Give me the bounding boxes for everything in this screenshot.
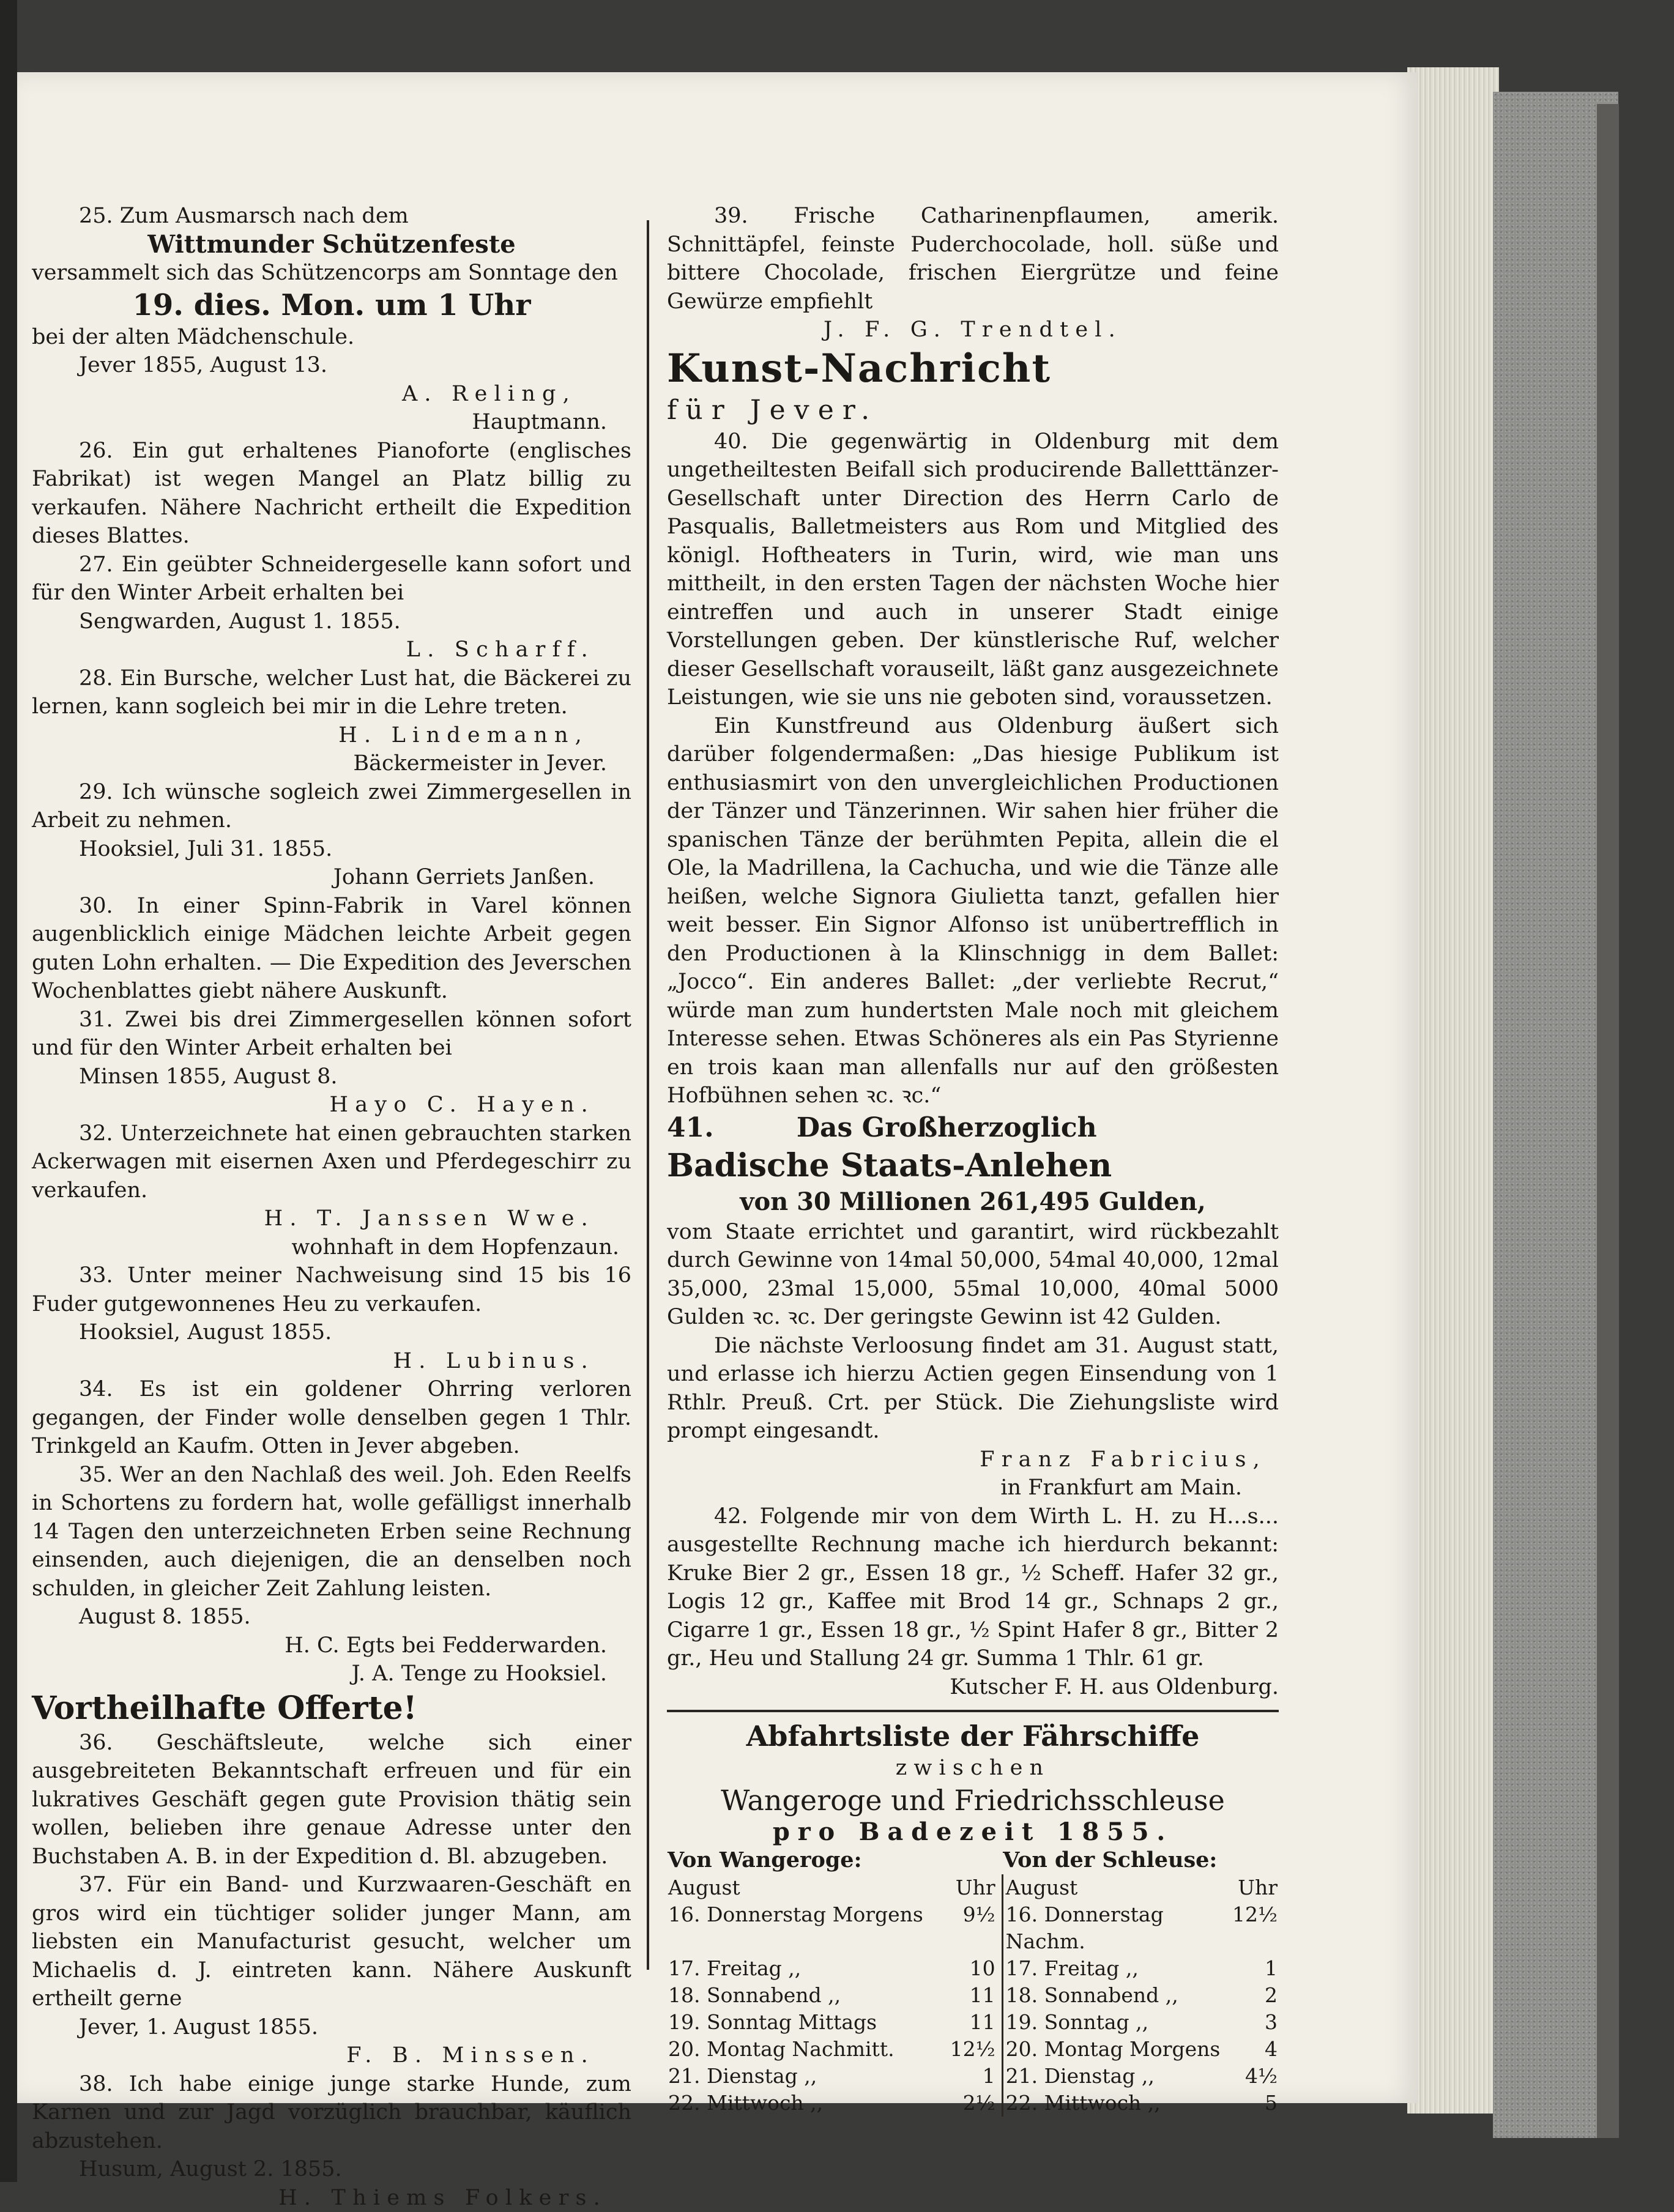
ad-25-signature-title: Hauptmann. [32, 408, 631, 437]
ferry-title: Abfahrtsliste der Fährschiffe [667, 1718, 1279, 1754]
ad-32-signature-address: wohnhaft in dem Hopfenzaun. [32, 1233, 631, 1262]
ad-39-text: 39. Frische Catharinenpflaumen, amerik. Schnittäpfel, feinste Puderchocolade, holl. süße und bittere Chocolade, frischen Eiergrütze und feine Gewürze empfiehlt [667, 202, 1279, 316]
ad-25-event: Wittmunder Schützenfeste [32, 231, 631, 259]
ad-29-signature: Johann Gerriets Janßen. [32, 863, 631, 892]
ad-27-signature: L. Scharff. [32, 636, 631, 664]
ferry-right-time: 3 [1231, 2009, 1279, 2036]
ad-28 [32, 664, 631, 778]
ad-41-title2: Badische Staats-Anlehen [667, 1146, 1279, 1186]
ad-41 [667, 1110, 1279, 1502]
ad-33-text: 33. Unter meiner Nachweisung sind 15 bis 16 Fuder gutgewonnenes Heu zu verkaufen. [32, 1261, 631, 1318]
ad-37 [32, 1871, 631, 2070]
book-gutter-shadow [0, 0, 17, 2182]
ad-31-place: Minsen 1855, August 8. [32, 1063, 631, 1091]
offer-heading: Vortheilhafte Offerte! [32, 1688, 631, 1729]
ferry-right-day: 18. Sonnabend ,, [1002, 1982, 1231, 2009]
ad-35-signature2: J. A. Tenge zu Hooksiel. [32, 1660, 631, 1688]
table-row [667, 1955, 1279, 1982]
ferry-right-time: 4 [1231, 2036, 1279, 2063]
ferry-right-time: 4½ [1231, 2063, 1279, 2090]
ad-41-text2: Die nächste Verloosung findet am 31. August statt, und erlasse ich hierzu Actien gegen Einsendung von 1 Rthlr. Preuß. Crt. per Stück. Die Ziehungsliste wird prompt eingesandt. [667, 1332, 1279, 1446]
ferry-left-day: 18. Sonnabend ,, [667, 1982, 949, 2009]
ad-41-signature: Franz Fabricius, [667, 1446, 1279, 1474]
ferry-col-time-right: Uhr [1231, 1874, 1279, 1901]
ferry-left-time: 12½ [949, 2036, 1002, 2063]
ferry-right-day: 22. Mittwoch ,, [1002, 2090, 1231, 2117]
ad-41-title3: von 30 Millionen 261,495 Gulden, [667, 1186, 1279, 1218]
ad-29-text: 29. Ich wünsche sogleich zwei Zimmergesellen in Arbeit zu nehmen. [32, 778, 631, 835]
book-spine [1597, 104, 1619, 2138]
ad-25-line5: bei der alten Mädchenschule. [32, 323, 631, 352]
table-row [667, 2063, 1279, 2090]
ad-35-place: August 8. 1855. [32, 1603, 631, 1631]
ad-27-place: Sengwarden, August 1. 1855. [32, 607, 631, 636]
ad-42-signature: Kutscher F. H. aus Oldenburg. [667, 1673, 1279, 1702]
ferry-left-day: 16. Donnerstag Morgens [667, 1901, 949, 1955]
ad-27 [32, 551, 631, 664]
ad-25-line1: 25. Zum Ausmarsch nach dem [32, 202, 631, 231]
ad-42 [667, 1502, 1279, 1702]
ferry-right-time: 12½ [1231, 1901, 1279, 1955]
ferry-right-day: 19. Sonntag ,, [1002, 2009, 1231, 2036]
ferry-left-time: 11 [949, 2009, 1002, 2036]
left-column [32, 202, 631, 2212]
ad-28-signature-title: Bäckermeister in Jever. [32, 749, 631, 778]
ferry-table-direction-row [667, 1846, 1279, 1874]
ad-32-text: 32. Unterzeichnete hat einen gebrauchten starken Ackerwagen mit eisernen Axen und Pferdegeschirr zu verkaufen. [32, 1119, 631, 1205]
ferry-col-month-right: August [1002, 1874, 1231, 1901]
ad-32-signature: H. T. Janssen Wwe. [32, 1204, 631, 1233]
ferry-left-day: 19. Sonntag Mittags [667, 2009, 949, 2036]
ferry-between: zwischen [667, 1754, 1279, 1783]
ferry-left-day: 20. Montag Nachmitt. [667, 2036, 949, 2063]
ferry-route: Wangeroge und Friedrichsschleuse [667, 1783, 1279, 1818]
ad-32 [32, 1119, 631, 1262]
ad-38-signature: H. Thiems Folkers. [32, 2184, 631, 2212]
ad-39-signature: J. F. G. Trendtel. [667, 316, 1279, 344]
ferry-schedule [667, 1718, 1279, 2117]
ad-40-review: Ein Kunstfreund aus Oldenburg äußert sich darüber folgendermaßen: „Das hiesige Publikum ist enthusiasmirt von den unvergleichlichen Productionen der Tänzer und Tänzerinnen. Wir sahen hier früher die spanischen Tänze der berühmten Pepita, allein die el Ole, la Madrillena, la Cachucha, und wie die Tänze alle heißen, welche Signora Giulietta tanzt, gefallen hier weit besser. Ein Signor Alfonso ist unübertrefflich in den Productionen à la Klinschnigg in dem Ballet: „Jocco“. Ein anderes Ballet: „der verliebte Recrut,“ würde man zum hundertsten Male noch mit gleichem Interesse sehen. Etwas Schöneres als ein Pas Styrienne en trois kaan man allenfalls nur auf den größesten Hofbühnen sehen ꝛc. ꝛc.“ [667, 712, 1279, 1110]
ad-25-place: Jever 1855, August 13. [32, 351, 631, 380]
ad-28-text: 28. Ein Bursche, welcher Lust hat, die Bäckerei zu lernen, kann sogleich bei mir in die Lehre treten. [32, 664, 631, 721]
ferry-table [667, 1846, 1279, 2117]
ferry-left-time: 2½ [949, 2090, 1002, 2117]
ferry-table-header-row [667, 1874, 1279, 1901]
ferry-right-day: 20. Montag Morgens [1002, 2036, 1231, 2063]
ad-38-place: Husum, August 2. 1855. [32, 2155, 631, 2184]
ferry-left-day: 22. Mittwoch ,, [667, 2090, 949, 2117]
ad-33-signature: H. Lubinus. [32, 1347, 631, 1376]
table-row [667, 1982, 1279, 2009]
ad-34: 34. Es ist ein goldener Ohrring verloren gegangen, der Finder wolle denselben gegen 1 Thlr. Trinkgeld an Kaufm. Otten in Jever abgeben. [32, 1375, 631, 1461]
ad-38-text: 38. Ich habe einige junge starke Hunde, zum Karnen und zur Jagd vorzüglich brauchbar, käuflich abzustehen. [32, 2070, 631, 2156]
ad-40: 40. Die gegenwärtig in Oldenburg mit dem ungetheiltesten Beifall sich producirende Balletttänzer-Gesellschaft unter Direction des Herrn Carlo de Pasqualis, Balletmeisters aus Rom und Mitglied des königl. Hoftheaters in Turin, wird, wie man uns mittheilt, in den ersten Tagen der nächsten Woche hier eintreffen und auch in unserer Stadt einige Vorstellungen geben. Der künstlerische Ruf, welcher dieser Gesellschaft vorauseilt, läßt ganz ausgezeichnete Leistungen, wie sie uns nie geboten sind, voraussetzen. [667, 428, 1279, 712]
ferry-left-time: 11 [949, 1982, 1002, 2009]
kunst-subheading: für Jever. [667, 393, 1279, 428]
ad-41-heading [667, 1110, 1279, 1146]
ad-25 [32, 202, 631, 437]
ferry-right-day: 16. Donnerstag Nachm. [1002, 1901, 1231, 1955]
kunst-heading: Kunst-Nachricht [667, 344, 1279, 393]
ad-33 [32, 1261, 631, 1375]
page-edges [1407, 67, 1499, 2114]
ad-25-line3: versammelt sich das Schützencorps am Sonntage den [32, 259, 631, 288]
ferry-right-time: 2 [1231, 1982, 1279, 2009]
ad-36: 36. Geschäftsleute, welche sich einer ausgebreiteten Bekanntschaft erfreuen und für ein lukratives Geschäft gegen gute Provision thätig sein wollen, belieben ihre genaue Adresse unter den Buchstaben A. B. in der Expedition d. Bl. abzugeben. [32, 1729, 631, 1871]
ad-30: 30. In einer Spinn-Fabrik in Varel können augenblicklich einige Mädchen leichte Arbeit gegen guten Lohn erhalten. — Die Expedition des Jeverschen Wochenblattes giebt nähere Auskunft. [32, 892, 631, 1006]
ad-25-date: 19. dies. Mon. um 1 Uhr [32, 288, 631, 323]
section-rule [667, 1710, 1279, 1712]
ad-29 [32, 778, 631, 892]
ad-41-number: 41. [667, 1112, 714, 1143]
ferry-from-wangeroge: Von Wangeroge: [667, 1846, 1002, 1874]
ferry-col-time-left: Uhr [949, 1874, 1002, 1901]
ferry-season: pro Badezeit 1855. [667, 1818, 1279, 1847]
ad-35-text: 35. Wer an den Nachlaß des weil. Joh. Eden Reelfs in Schortens zu fordern hat, wolle gefälligst innerhalb 14 Tagen den unterzeichneten Erben seine Rechnung einsenden, auch diejenigen, die an denselben noch schulden, in gleicher Zeit Zahlung leisten. [32, 1461, 631, 1603]
ferry-from-schleuse: Von der Schleuse: [1002, 1846, 1279, 1874]
ad-41-text: vom Staate errichtet und garantirt, wird rückbezahlt durch Gewinne von 14mal 50,000, 54mal 40,000, 12mal 35,000, 23mal 15,000, 55mal 10,000, 40mal 5000 Gulden ꝛc. ꝛc. Der geringste Gewinn ist 42 Gulden. [667, 1218, 1279, 1332]
table-row [667, 2009, 1279, 2036]
ad-37-signature: F. B. Minssen. [32, 2041, 631, 2070]
ferry-left-time: 10 [949, 1955, 1002, 1982]
ferry-left-day: 17. Freitag ,, [667, 1955, 949, 1982]
ferry-right-day: 17. Freitag ,, [1002, 1955, 1231, 1982]
ad-37-text: 37. Für ein Band- und Kurzwaaren-Geschäft en gros wird ein tüchtiger solider junger Mann, am liebsten ein Manufacturist gesucht, welcher um Michaelis d. J. eintreten kann. Nähere Auskunft ertheilt gerne [32, 1871, 631, 2013]
ad-31-text: 31. Zwei bis drei Zimmergesellen können sofort und für den Winter Arbeit erhalten bei [32, 1006, 631, 1063]
ad-26: 26. Ein gut erhaltenes Pianoforte (englisches Fabrikat) ist wegen Mangel an Platz billig zu verkaufen. Nähere Nachricht ertheilt die Expedition dieses Blattes. [32, 437, 631, 551]
ad-41-title1: Das Großherzoglich [723, 1112, 1097, 1143]
ad-35 [32, 1461, 631, 1688]
ad-42-text: 42. Folgende mir von dem Wirth L. H. zu H...s... ausgestellte Rechnung mache ich hierdurch bekannt: Kruke Bier 2 gr., Essen 18 gr., ½ Scheff. Hafer 32 gr., Logis 12 gr., Kaffee mit Brod 14 gr., Schnaps 2 gr., Cigarre 1 gr., Essen 18 gr., ½ Spint Hafer 8 gr., Bitter 2 gr., Heu und Stallung 24 gr. Summa 1 Thlr. 61 gr. [667, 1502, 1279, 1673]
table-row [667, 2036, 1279, 2063]
ferry-right-time: 1 [1231, 1955, 1279, 1982]
ad-28-signature: H. Lindemann, [32, 721, 631, 750]
ad-38 [32, 2070, 631, 2212]
ad-39 [667, 202, 1279, 344]
ad-41-signature-place: in Frankfurt am Main. [667, 1474, 1279, 1502]
table-row [667, 2090, 1279, 2117]
column-divider [647, 220, 649, 1970]
ad-37-place: Jever, 1. August 1855. [32, 2013, 631, 2042]
ferry-right-time: 5 [1231, 2090, 1279, 2117]
ad-35-signature: H. C. Egts bei Fedderwarden. [32, 1631, 631, 1660]
ferry-left-time: 1 [949, 2063, 1002, 2090]
ferry-col-month-left: August [667, 1874, 949, 1901]
ad-33-place: Hooksiel, August 1855. [32, 1318, 631, 1347]
right-column [667, 202, 1279, 2117]
ad-31 [32, 1006, 631, 1119]
table-row [667, 1901, 1279, 1955]
ad-31-signature: Hayo C. Hayen. [32, 1091, 631, 1119]
ad-27-text: 27. Ein geübter Schneidergeselle kann sofort und für den Winter Arbeit erhalten bei [32, 551, 631, 607]
ferry-left-time: 9½ [949, 1901, 1002, 1955]
ad-25-signature: A. Reling, [32, 380, 631, 409]
ferry-right-day: 21. Dienstag ,, [1002, 2063, 1231, 2090]
ad-29-place: Hooksiel, Juli 31. 1855. [32, 835, 631, 864]
ferry-left-day: 21. Dienstag ,, [667, 2063, 949, 2090]
